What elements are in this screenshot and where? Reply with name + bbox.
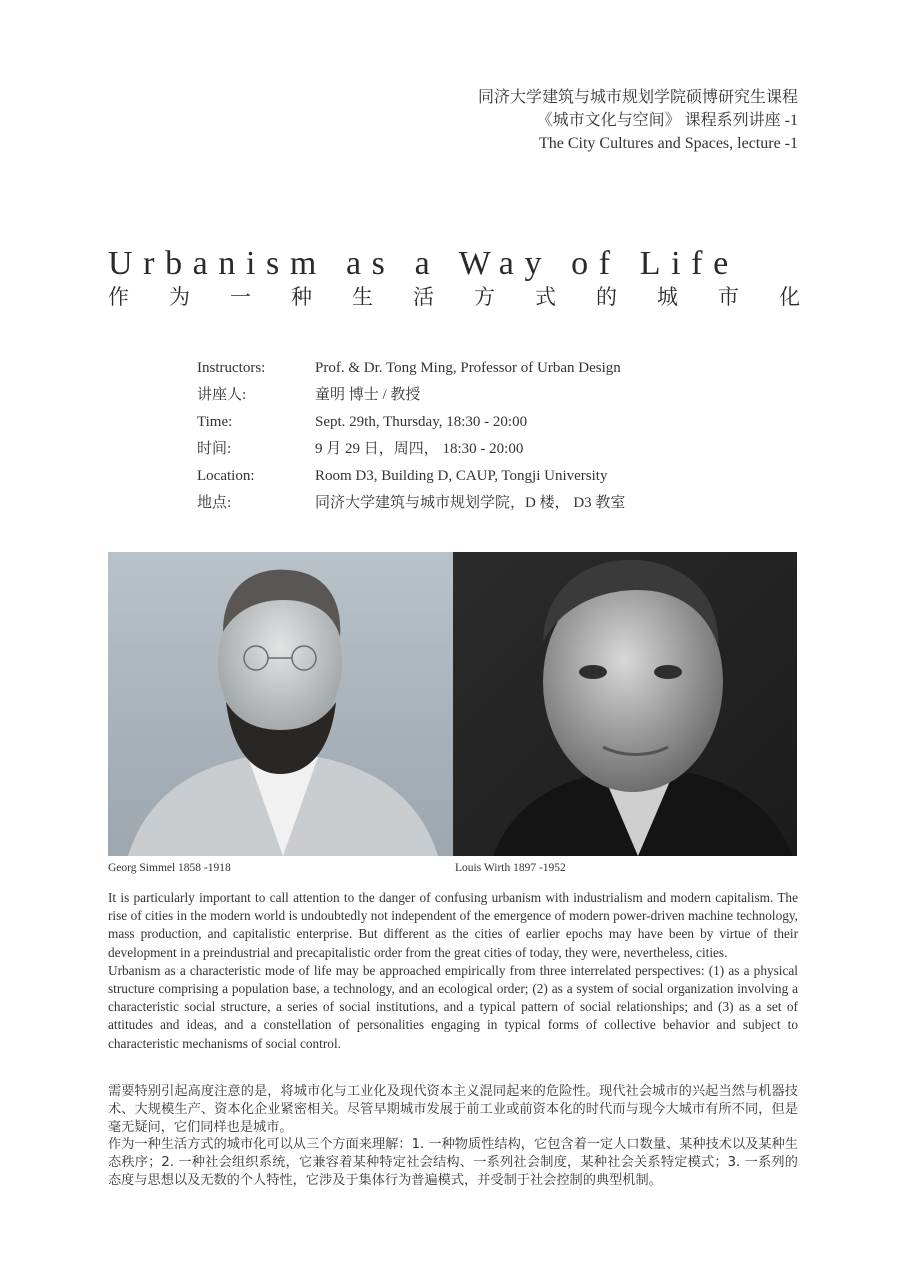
info-label: Instructors:: [197, 360, 266, 376]
title-zh-char: 作: [108, 285, 129, 309]
portrait-illustration: [108, 552, 453, 856]
lecture-title-chinese: [108, 282, 800, 312]
info-value: Room D3, Building D, CAUP, Tongji University: [315, 468, 608, 484]
info-value: Sept. 29th, Thursday, 18:30 - 20:00: [315, 414, 528, 430]
title-zh-char: 市: [718, 285, 739, 309]
title-zh-char: 式: [535, 285, 556, 309]
info-row-time: [197, 409, 625, 436]
title-zh-char: 生: [352, 285, 373, 309]
body-text-english: [108, 889, 798, 1053]
title-zh-char: 城: [657, 285, 678, 309]
lecture-title-english: Urbanism as a Way of Life: [108, 245, 739, 282]
course-header-line-3: The City Cultures and Spaces, lecture -1: [538, 135, 798, 152]
info-label: Location:: [197, 468, 255, 484]
info-label: 地点:: [197, 495, 232, 511]
paragraph: 作为一种生活方式的城市化可以从三个方面来理解：1. 一种物质性结构，它包含着一定人口数量、某种技术以及某种生态秩序；2. 一种社会组织系统，它兼容着某种特定社会结构、一系列社会制度，某种社会关系特定模式；3. 一系列的态度与思想以及无数的个人特性，它涉及于集体行为普遍模式，并受制于社会控制的典型机制。: [108, 1137, 798, 1188]
info-label: Time:: [197, 414, 233, 430]
caption-louis-wirth: Louis Wirth 1897 -1952: [455, 862, 566, 874]
title-zh-char: 种: [291, 285, 312, 309]
title-zh-char: 化: [779, 285, 800, 309]
info-value: 同济大学建筑与城市规划学院，D 楼， D3 教室: [315, 495, 626, 511]
info-row-location-zh: [197, 490, 625, 517]
info-row-location: [197, 463, 625, 490]
info-value: 童明 博士 / 教授: [315, 387, 421, 403]
caption-georg-simmel: Georg Simmel 1858 -1918: [108, 862, 231, 874]
paragraph: It is particularly important to call attention to the danger of confusing urbanism with industrialism and modern capitalism. The rise of cities in the modern world is undoubtedly not independent of the emergence of modern power-driven machine technology, mass production, and capitalistic enterprise. But different as the cities of earlier epochs may have been by virtue of their development in a preindustrial and precapitalistic order from the great cities of today, they were, nevertheless, cities.: [108, 890, 798, 960]
paragraph: Urbanism as a characteristic mode of life may be approached empirically from three interrelated perspectives: (1) as a physical structure comprising a population base, a technology, and an ecological order; (2) as a system of social organization involving a characteristic social structure, a series of social institutions, and a typical pattern of social relationships; and (3) as a set of attitudes and ideas, and a constellation of personalities engaging in typical forms of collective behavior and subject to characteristic mechanisms of social control.: [108, 962, 798, 1051]
info-label: 时间:: [197, 441, 232, 457]
info-label: 讲座人:: [197, 387, 247, 403]
portrait-illustration: [453, 552, 797, 856]
info-row-time-zh: [197, 436, 625, 463]
paragraph: 需要特别引起高度注意的是，将城市化与工业化及现代资本主义混同起来的危险性。现代社会城市的兴起当然与机器技术、大规模生产、资本化企业紧密相关。尽管早期城市发展于前工业或前资本化的时代而与现今大城市有所不同，但是毫无疑问，它们同样也是城市。: [108, 1084, 798, 1135]
title-zh-char: 为: [169, 285, 190, 309]
title-zh-char: 方: [474, 285, 495, 309]
course-header-line-2: 《城市文化与空间》 课程系列讲座 -1: [536, 112, 798, 129]
title-zh-char: 一: [230, 285, 251, 309]
title-zh-char: 的: [596, 285, 617, 309]
lecture-info: [197, 355, 625, 517]
title-zh-char: 活: [413, 285, 434, 309]
portrait-photos: [108, 552, 797, 856]
info-row-instructors-zh: [197, 382, 625, 409]
course-header: [478, 86, 798, 155]
info-value: 9 月 29 日，周四， 18:30 - 20:00: [315, 441, 524, 457]
info-value: Prof. & Dr. Tong Ming, Professor of Urban Design: [315, 360, 621, 376]
body-text-chinese: [108, 1083, 798, 1190]
portrait-louis-wirth: [453, 552, 797, 856]
course-header-line-1: 同济大学建筑与城市规划学院硕博研究生课程: [477, 89, 798, 106]
info-row-instructors: [197, 355, 625, 382]
portrait-georg-simmel: [108, 552, 453, 856]
